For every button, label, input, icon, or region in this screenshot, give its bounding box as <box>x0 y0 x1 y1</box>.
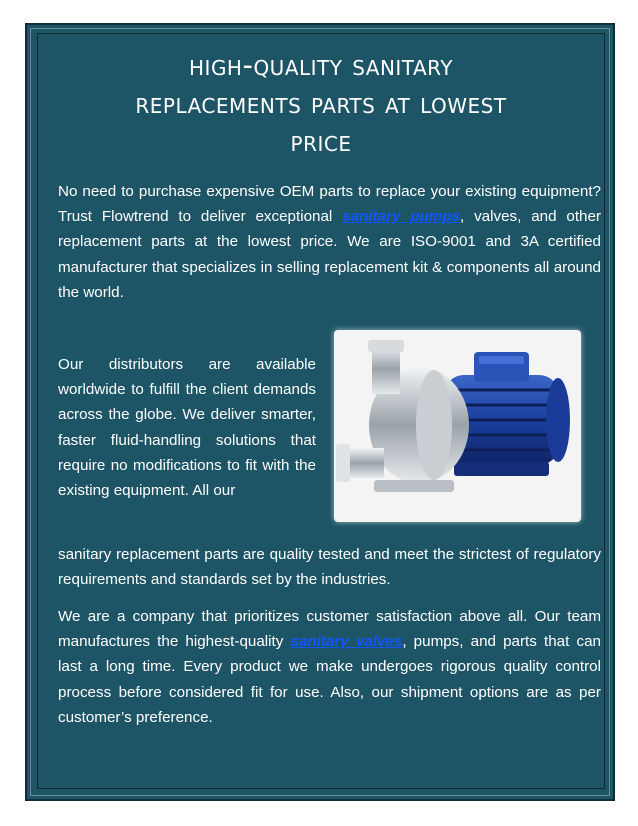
document-page <box>25 23 615 801</box>
distributors-paragraph-continued: sanitary replacement parts are quality tested and meet the strictest of regulatory requirements and standards set by the industries. <box>58 546 601 589</box>
sanitary-pumps-link[interactable]: sanitary pumps <box>342 208 461 226</box>
page-title <box>38 46 604 160</box>
centrifugal-pump-photo <box>334 330 581 522</box>
distributors-paragraph: Our distributors are available worldwide to fulfill the client demands across the globe. We deliver smarter, faster fluid-handling solutions that require no modifications to fit with the existing equipment. All our <box>58 356 316 500</box>
inner-border <box>37 33 605 789</box>
intro-text-start: No need to purchase expensive OEM parts to replace your existing equipment? Trust Flowtrend to deliver exceptional <box>58 183 601 226</box>
title-line-3: price <box>290 124 352 158</box>
intro-text-end: , valves, and other replacement parts at the lowest price. We are ISO-9001 and 3A certified manufacturer that specializes in selling replacement kit & components all around the world. <box>58 208 601 301</box>
company-text-start: We are a company that prioritizes customer satisfaction above all. Our team manufactures the highest-quality <box>58 608 601 651</box>
sanitary-valves-link[interactable]: sanitary valves <box>290 633 403 651</box>
title-line-1: high-quality sanitary <box>189 48 453 82</box>
title-line-2: replacements parts at lowest <box>135 86 507 120</box>
intro-paragraph <box>58 179 601 305</box>
company-text-end: , pumps, and parts that can last a long time. Every product we make undergoes rigorous quality control process before considered fit for use. Also, our shipment options are as per customer’s preference. <box>58 633 601 726</box>
company-paragraph <box>58 604 601 730</box>
pump-image <box>334 330 581 522</box>
